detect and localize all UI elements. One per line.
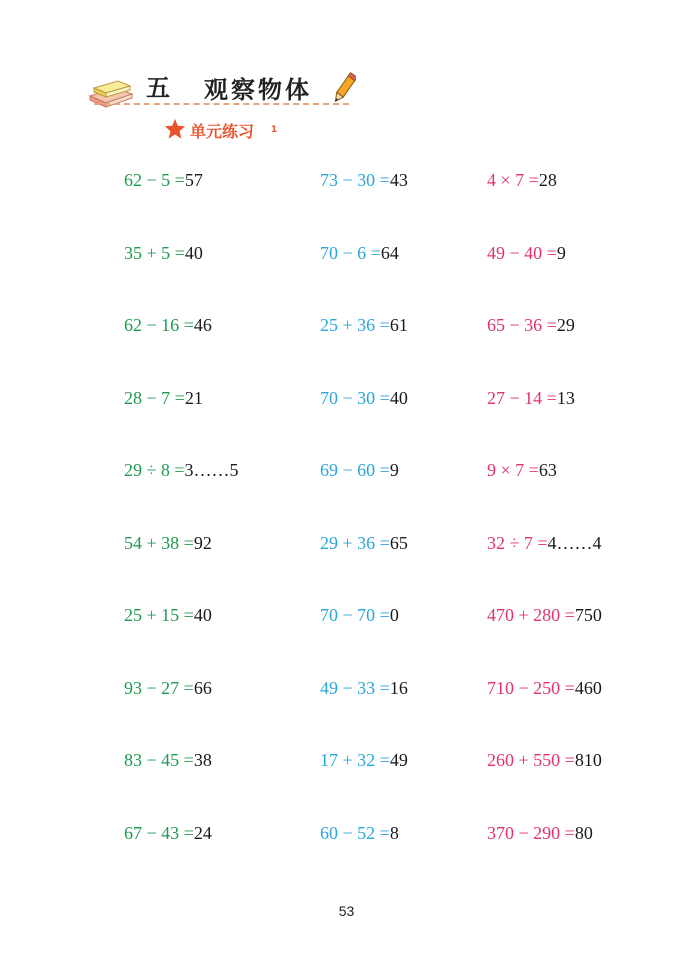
- equation-item: [124, 315, 212, 336]
- equation-answer: 49: [389, 750, 408, 770]
- equation-expression: 69 − 60 =: [320, 460, 390, 480]
- chapter-header: [86, 68, 366, 108]
- equation-answer: 4……4: [547, 532, 602, 553]
- equation-expression: 32 ÷ 7 =: [487, 532, 548, 553]
- equation-expression: 54 + 38 =: [124, 532, 194, 553]
- equation-item: [487, 388, 575, 409]
- equation-answer: 80: [574, 822, 593, 843]
- equation-expression: 70 − 6 =: [320, 242, 381, 263]
- equation-item: [124, 823, 212, 844]
- equation-answer: 16: [389, 677, 408, 698]
- equation-item: [320, 750, 408, 771]
- equation-expression: 70 − 30 =: [320, 387, 390, 408]
- equation-item: [320, 533, 408, 554]
- equation-expression: 29 ÷ 8 =: [124, 460, 185, 480]
- equation-item: [487, 533, 602, 554]
- equation-expression: 9 × 7 =: [487, 460, 539, 480]
- equation-answer: 24: [193, 822, 212, 843]
- equation-item: [124, 750, 212, 771]
- equation-expression: 28 − 7 =: [124, 387, 185, 408]
- equation-item: [320, 460, 399, 481]
- equation-item: [487, 243, 566, 264]
- equation-answer: 40: [193, 605, 212, 625]
- equation-expression: 49 − 33 =: [320, 677, 390, 698]
- section-title: 单元练习: [190, 122, 255, 141]
- equation-expression: 49 − 40 =: [487, 242, 557, 263]
- equation-expression: 470 + 280 =: [487, 605, 575, 625]
- equation-item: [124, 388, 203, 409]
- section-number: 1: [271, 125, 278, 135]
- equation-item: [124, 243, 203, 264]
- equation-item: [124, 533, 212, 554]
- equation-answer: 0: [389, 605, 399, 625]
- equation-expression: 25 + 15 =: [124, 605, 194, 625]
- equation-answer: 29: [556, 315, 575, 335]
- equation-expression: 35 + 5 =: [124, 242, 185, 263]
- equation-expression: 62 − 16 =: [124, 315, 194, 335]
- equation-answer: 40: [184, 242, 203, 263]
- equation-expression: 370 − 290 =: [487, 822, 575, 843]
- equation-answer: 64: [380, 242, 399, 263]
- equation-expression: 29 + 36 =: [320, 532, 390, 553]
- star-icon: [164, 118, 186, 140]
- equation-expression: 65 − 36 =: [487, 315, 557, 335]
- equation-expression: 67 − 43 =: [124, 822, 194, 843]
- equation-item: [320, 315, 408, 336]
- equation-item: [487, 460, 557, 481]
- equation-expression: 93 − 27 =: [124, 677, 194, 698]
- equation-answer: 92: [193, 532, 212, 553]
- chapter-title: 观察物体: [204, 76, 312, 104]
- equation-answer: 21: [184, 387, 203, 408]
- page-number: 53: [338, 903, 355, 919]
- equation-answer: 9: [389, 460, 399, 480]
- equation-item: [320, 170, 408, 191]
- equation-answer: 750: [574, 605, 602, 625]
- equation-answer: 65: [389, 532, 408, 553]
- equation-expression: 4 × 7 =: [487, 170, 539, 190]
- equation-answer: 66: [193, 677, 212, 698]
- equation-answer: 9: [556, 242, 566, 263]
- equation-item: [320, 605, 399, 626]
- equation-item: [124, 170, 203, 191]
- equation-expression: 17 + 32 =: [320, 750, 390, 770]
- equation-expression: 83 − 45 =: [124, 750, 194, 770]
- equation-answer: 61: [389, 315, 408, 335]
- equation-expression: 70 − 70 =: [320, 605, 390, 625]
- equation-answer: 57: [184, 170, 203, 190]
- equation-item: [320, 678, 408, 699]
- equation-answer: 46: [193, 315, 212, 335]
- equation-answer: 13: [556, 387, 575, 408]
- equation-item: [487, 823, 593, 844]
- equation-answer: 810: [574, 750, 602, 770]
- equation-item: [320, 823, 399, 844]
- equation-expression: 710 − 250 =: [487, 677, 575, 698]
- equation-expression: 25 + 36 =: [320, 315, 390, 335]
- equation-answer: 460: [574, 677, 602, 698]
- equation-expression: 60 − 52 =: [320, 822, 390, 843]
- equation-answer: 3……5: [184, 460, 239, 480]
- equation-expression: 27 − 14 =: [487, 387, 557, 408]
- equation-answer: 40: [389, 387, 408, 408]
- equation-item: [487, 315, 575, 336]
- equation-answer: 8: [389, 822, 399, 843]
- equation-item: [487, 750, 602, 771]
- equation-answer: 28: [538, 170, 557, 190]
- equation-item: [320, 243, 399, 264]
- equation-answer: 63: [538, 460, 557, 480]
- equation-expression: 62 − 5 =: [124, 170, 185, 190]
- equation-expression: 260 + 550 =: [487, 750, 575, 770]
- equation-item: [487, 170, 557, 191]
- equation-answer: 43: [389, 170, 408, 190]
- equation-item: [124, 605, 212, 626]
- equation-item: [487, 605, 602, 626]
- equation-item: [320, 388, 408, 409]
- chapter-number: 五: [146, 74, 170, 102]
- equation-item: [124, 460, 239, 481]
- pencil-icon: [332, 72, 356, 106]
- equation-item: [487, 678, 602, 699]
- equation-answer: 38: [193, 750, 212, 770]
- equation-item: [124, 678, 212, 699]
- equation-expression: 73 − 30 =: [320, 170, 390, 190]
